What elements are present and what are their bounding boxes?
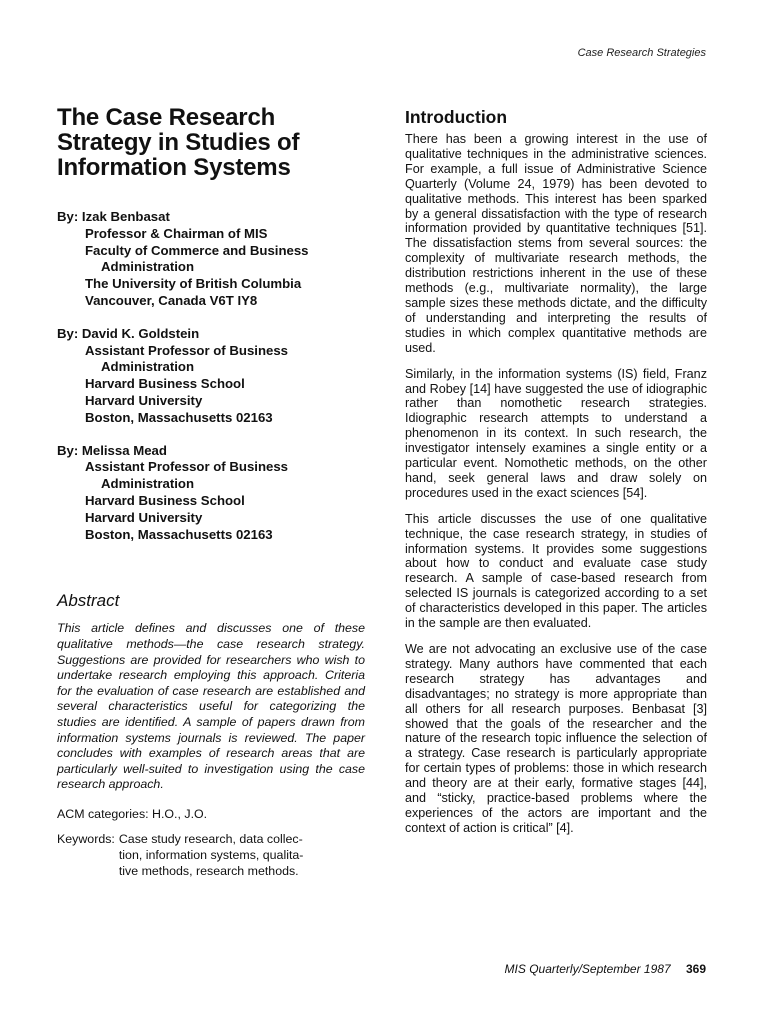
introduction-heading: Introduction	[405, 107, 508, 127]
author-affiliation: Professor & Chairman of MIS	[85, 225, 268, 241]
left-column	[57, 105, 365, 889]
author-affiliation: Assistant Professor of Business	[85, 459, 289, 475]
author-affiliation: Boston, Massachusetts 02163	[85, 409, 273, 425]
page-footer	[505, 962, 706, 976]
author-affiliation: Boston, Massachusetts 02163	[85, 526, 273, 542]
keywords-line: tive methods, research methods.	[118, 863, 299, 878]
keywords	[57, 832, 365, 879]
author-block-mead	[57, 443, 365, 544]
keywords-line: tion, information systems, qualita-	[118, 848, 304, 863]
intro-paragraph-2: Similarly, in the information systems (IS) field, Franz and Robey [14] have suggested the use of idiographic rather than nomothetic research strategies. Idiographic research attempts to understand a phenomenon in its context. In such research, the investigator intensely examines a single entity or a particular event. Nomothetic methods, on the other hand, seek general laws and draw solely on procedures used in the exact sciences [54].	[405, 366, 707, 500]
abstract-heading: Abstract	[57, 591, 120, 611]
right-column	[405, 107, 707, 847]
paper-title	[57, 105, 365, 180]
author-affiliation: Administration	[101, 359, 195, 375]
author-block-benbasat	[57, 209, 365, 310]
keywords-line: Case study research, data collec-	[118, 832, 303, 847]
keywords-text	[119, 832, 365, 879]
author-affiliation: Assistant Professor of Business	[85, 342, 289, 358]
author-affiliation: Faculty of Commerce and Business	[85, 242, 309, 258]
author-affiliation: Harvard Business School	[85, 492, 245, 508]
author-name: By: Melissa Mead	[57, 442, 167, 458]
author-affiliation: The University of British Columbia	[85, 276, 302, 292]
abstract-body: This article defines and discusses one of these qualitative methods—the case research strategy. Suggestions are provided for researchers who wish to undertake research employing this approach. Criteria for the evaluation of case research are established and several characteristics useful for categorizing the studies are identified. A sample of papers drawn from information systems journals is reviewed. The paper concludes with examples of research areas that are particularly well-suited to investigation using the case research approach.	[57, 621, 365, 792]
running-head: Case Research Strategies	[577, 47, 706, 59]
author-name: By: Izak Benbasat	[57, 209, 170, 224]
author-affiliation: Harvard Business School	[85, 376, 245, 392]
keywords-label: Keywords:	[57, 832, 115, 847]
intro-paragraph-3: This article discusses the use of one qualitative technique, the case research strategy, in studies of information systems. It provides some suggestions about how to conduct and evaluate case study research. A sample of case-based research from selected IS journals is categorized according to a set of characteristics developed in this paper. The articles in the sample are then evaluated.	[405, 511, 707, 631]
page-number: 369	[685, 962, 706, 976]
acm-categories: ACM categories: H.O., J.O.	[57, 806, 208, 821]
author-affiliation: Harvard University	[85, 509, 203, 525]
title-line: Strategy in Studies of	[57, 129, 300, 156]
author-block-goldstein	[57, 326, 365, 427]
intro-paragraph-1: There has been a growing interest in the use of qualitative techniques in the administrative sciences. For example, a full issue of Administrative Science Quarterly (Volume 24, 1979) has been devoted to qualitative methods. This interest has been sparked by a general dissatisfaction with the type of research information provided by quantitative techniques [51]. The dissatisfaction stems from several sources: the complexity of multivariate research methods, the distribution restrictions inherent in the use of these methods (e.g., multivariate normality), the large sample sizes these methods dictate, and the difficulty of understanding and interpreting the results of studies in which complex quantitative methods are used.	[405, 132, 707, 355]
title-line: The Case Research	[57, 104, 276, 131]
author-affiliation: Administration	[101, 259, 195, 275]
author-name: By: David K. Goldstein	[57, 325, 200, 341]
intro-paragraph-4: We are not advocating an exclusive use of the case strategy. Many authors have commented that each research strategy has advantages and disadvantages; no strategy is more appropriate than all others for all research purposes. Benbasat [3] showed that the goals of the researcher and the nature of the research topic influence the selection of a strategy. Case research is particularly appropriate for certain types of problems: those in which research and theory are at their early, formative stages [44], and “sticky, practice-based problems where the experiences of the actors are important and the context of action is critical” [4].	[405, 642, 707, 835]
author-affiliation: Administration	[101, 476, 195, 492]
author-affiliation: Harvard University	[85, 392, 203, 408]
journal-name: MIS Quarterly/September 1987	[504, 962, 671, 976]
author-affiliation: Vancouver, Canada V6T IY8	[85, 292, 258, 308]
title-line: Information Systems	[57, 154, 291, 181]
